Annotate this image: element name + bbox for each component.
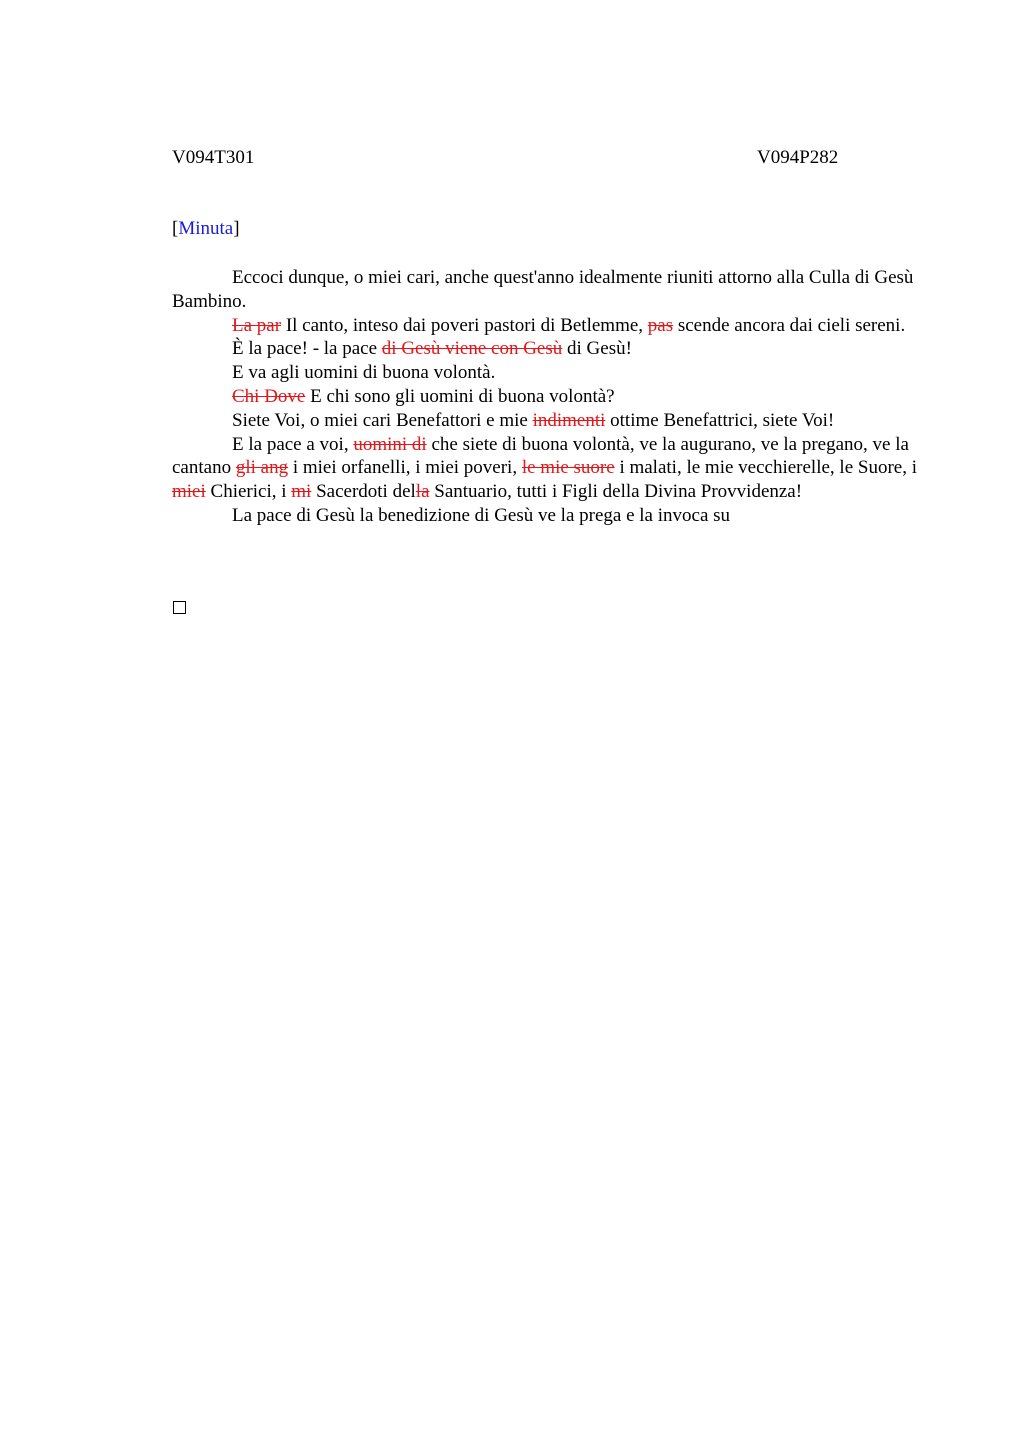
deleted-text: uomini di — [353, 433, 427, 455]
paragraph — [172, 266, 932, 314]
deleted-text: le mie suore — [521, 457, 615, 479]
empty-square-icon — [173, 601, 186, 614]
text-segment: Chierici, i — [205, 481, 292, 503]
deleted-text: Chi Dove — [232, 385, 306, 407]
label-close-bracket: ] — [233, 218, 240, 239]
text-segment: E va agli uomini di buona volontà. — [232, 362, 496, 384]
deleted-text: di Gesù viene con Gesù — [381, 338, 563, 360]
text-segment: Sacerdoti del — [311, 481, 416, 503]
section-label — [172, 218, 240, 240]
deleted-text: La par — [232, 314, 282, 336]
paragraph — [172, 409, 932, 433]
page-id-right: V094P282 — [757, 147, 839, 168]
text-segment: che siete di buona volontà, ve la augurano, ve la pregano, ve la cantano — [172, 433, 909, 479]
text-segment: Eccoci dunque, o miei cari, anche quest'anno idealmente riuniti attorno alla Culla di Gesù Bambino. — [172, 267, 914, 312]
text-segment: ottime Benefattrici, siete Voi! — [605, 409, 835, 431]
text-segment: di Gesù! — [562, 338, 632, 360]
deleted-text: miei — [172, 481, 206, 503]
deleted-text: gli ang — [235, 457, 289, 479]
deleted-text: pas — [647, 314, 674, 336]
text-segment: scende ancora dai cieli sereni. — [673, 314, 906, 336]
paragraph — [172, 433, 932, 504]
transcription-body — [172, 266, 932, 528]
label-open-bracket: [ — [172, 218, 179, 239]
paragraph — [172, 314, 932, 338]
text-segment: i malati, le mie vecchierelle, le Suore, i — [614, 457, 917, 479]
text-segment: La pace di Gesù la benedizione di Gesù ve la prega e la invoca su — [232, 504, 731, 526]
text-segment: È la pace! - la pace — [232, 338, 382, 360]
document-id-left: V094T301 — [172, 147, 255, 168]
paragraph — [172, 385, 932, 409]
text-segment: Il canto, inteso dai poveri pastori di Betlemme, — [281, 314, 648, 336]
text-segment: i miei orfanelli, i miei poveri, — [288, 457, 522, 479]
text-segment: E chi sono gli uomini di buona volontà? — [305, 385, 615, 407]
text-segment: Siete Voi, o miei cari Benefattori e mie — [232, 409, 533, 431]
text-segment: Santuario, tutti i Figli della Divina Provvidenza! — [429, 481, 803, 503]
paragraph — [172, 361, 932, 385]
deleted-text: indimenti — [532, 409, 606, 431]
deleted-text: mi — [291, 481, 312, 503]
paragraph — [172, 504, 932, 528]
text-segment: E la pace a voi, — [232, 433, 354, 455]
deleted-text: la — [415, 481, 430, 503]
paragraph — [172, 337, 932, 361]
label-minuta: Minuta — [178, 218, 234, 239]
